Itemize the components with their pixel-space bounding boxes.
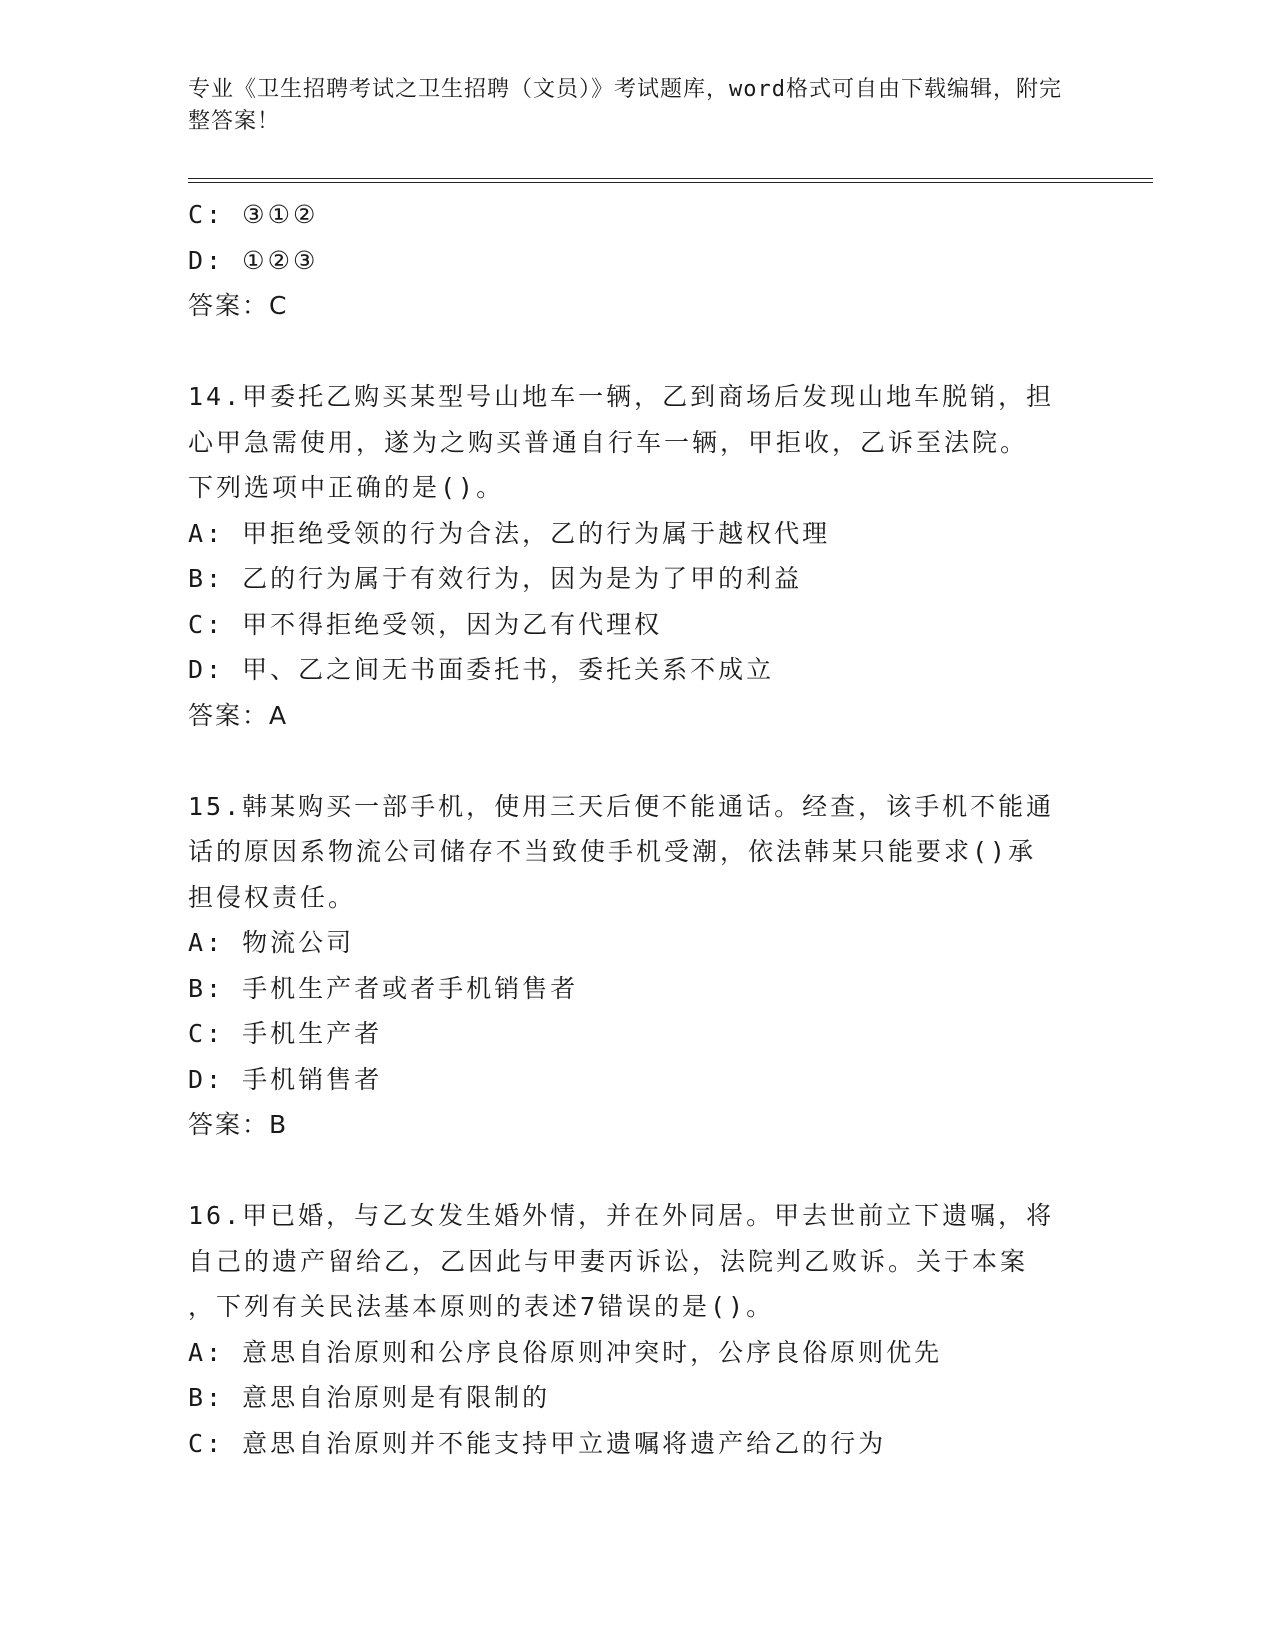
option-a: A: 意思自治原则和公序良俗原则冲突时，公序良俗原则优先 [188,1337,943,1367]
document-header [188,74,1068,138]
option-c: C: 甲不得拒绝受领，因为乙有代理权 [188,609,663,639]
question-14 [188,374,1068,738]
question-15 [188,784,1068,1148]
option-d: D: ①②③ [188,245,319,275]
question-16 [188,1193,1068,1466]
option-b: B: 乙的行为属于有效行为，因为是为了甲的利益 [188,564,803,593]
question-text-line: 下列选项中正确的是()。 [188,473,505,502]
header-text: 专业《卫生招聘考试之卫生招聘（文员）》考试题库，word格式可自由下载编辑，附完整答案！ [188,77,1062,134]
header-divider-bottom [188,182,1153,183]
question-text-line: 话的原因系物流公司储存不当致使手机受潮，依法韩某只能要求()承 [188,837,1037,866]
option-a: A: 物流公司 [188,928,355,957]
question-text-line: 担侵权责任。 [188,882,357,912]
answer-label: 答案：B [188,1110,289,1139]
previous-question-tail [188,192,1068,329]
answer-label: 答案：A [188,700,289,730]
option-c: C: 手机生产者 [188,1019,383,1048]
spacer [188,738,1068,784]
option-d: D: 甲、乙之间无书面委托书，委托关系不成立 [188,655,775,684]
question-text-line: 心甲急需使用，遂为之购买普通自行车一辆，甲拒收，乙诉至法院。 [188,427,1029,457]
question-text-line: ，下列有关民法基本原则的表述7错误的是()。 [188,1292,775,1321]
option-b: B: 意思自治原则是有限制的 [188,1383,551,1412]
question-text-line: 自己的遗产留给乙，乙因此与甲妻丙诉讼，法院判乙败诉。关于本案 [188,1246,1029,1276]
option-c: C: ③①② [188,200,319,229]
option-d: D: 手机销售者 [188,1064,383,1094]
option-c: C: 意思自治原则并不能支持甲立遗嘱将遗产给乙的行为 [188,1428,887,1458]
question-text-line: 15.韩某购买一部手机，使用三天后便不能通话。经查，该手机不能通 [188,791,1055,821]
header-divider-top [188,178,1153,179]
spacer [188,1148,1068,1194]
option-b: B: 手机生产者或者手机销售者 [188,973,579,1003]
question-text-line: 16.甲已婚，与乙女发生婚外情，并在外同居。甲去世前立下遗嘱，将 [188,1201,1055,1230]
question-text-line: 14.甲委托乙购买某型号山地车一辆，乙到商场后发现山地车脱销，担 [188,382,1055,411]
option-a: A: 甲拒绝受领的行为合法，乙的行为属于越权代理 [188,518,831,548]
answer-label: 答案：C [188,291,289,320]
document-body [188,192,1068,1466]
spacer [188,329,1068,375]
